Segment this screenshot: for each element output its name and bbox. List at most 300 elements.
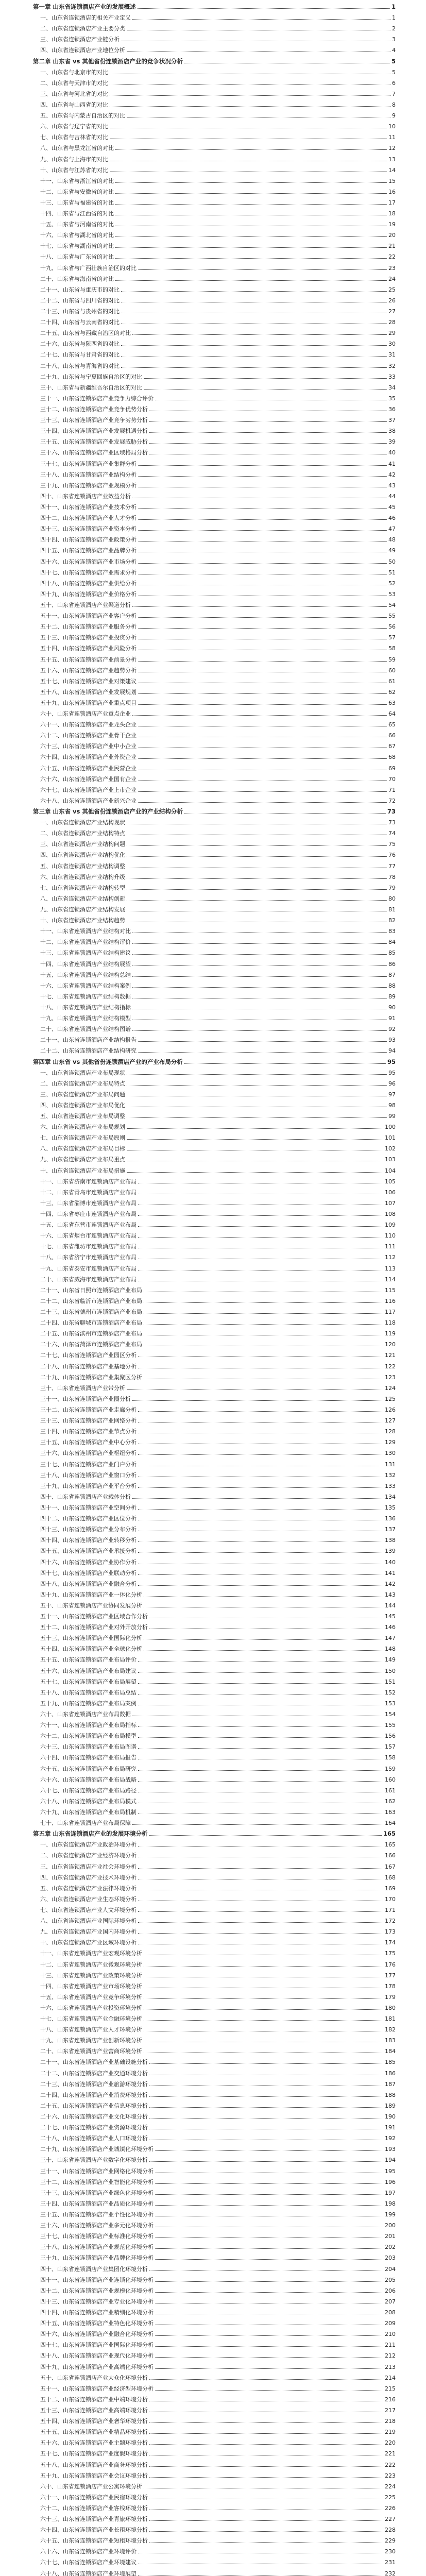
toc-page-number: 71 <box>388 787 396 793</box>
toc-page-number: 31 <box>388 351 396 358</box>
toc-entry <box>40 2515 396 2522</box>
toc-page-number: 7 <box>392 91 396 97</box>
toc-entry-title: 二十七、山东省连锁酒店产业资源环境分析 <box>40 2124 148 2131</box>
toc-entry-title: 四十、山东省连锁酒店产业载体分析 <box>40 1494 131 1500</box>
toc-page-number: 215 <box>385 2385 396 2392</box>
toc-dot-leader <box>138 1226 383 1227</box>
toc-entry-title: 二十九、山东省连锁酒店产业集聚区分析 <box>40 1374 142 1381</box>
toc-page-number: 1 <box>391 3 396 10</box>
toc-entry <box>40 1004 396 1011</box>
toc-entry-title: 三、山东省连锁酒店产业链分析 <box>40 36 120 43</box>
toc-page-number: 208 <box>385 2309 396 2316</box>
toc-entry-title: 三十四、山东省连锁酒店产业品质化环境分析 <box>40 2200 154 2207</box>
toc-entry-title: 十、山东省与江苏省的对比 <box>40 167 108 174</box>
toc-dot-leader <box>155 2194 383 2195</box>
toc-page-number: 44 <box>388 493 396 500</box>
toc-page-number: 29 <box>388 330 396 336</box>
toc-entry <box>40 993 396 1000</box>
toc-entry-title: 五十九、山东省连锁酒店产业会议环境分析 <box>40 2472 148 2479</box>
toc-dot-leader <box>155 2150 383 2151</box>
toc-page-number: 32 <box>388 363 396 369</box>
toc-page-number: 85 <box>388 950 396 956</box>
toc-entry-title: 四十二、山东省连锁酒店产业人才分析 <box>40 515 137 521</box>
toc-page-number: 200 <box>385 2222 396 2229</box>
toc-entry-title: 十六、山东省烟台市连锁酒店产业布局 <box>40 1232 137 1239</box>
toc-entry <box>40 2211 396 2218</box>
toc-entry-title: 七、山东省与吉林省的对比 <box>40 134 108 141</box>
toc-entry-title: 七、山东省连锁酒店产业人文环境分析 <box>40 1907 137 1913</box>
toc-page-number: 70 <box>388 776 396 783</box>
toc-entry-title: 五十九、山东省连锁酒店产业重点项目 <box>40 700 137 706</box>
toc-entry <box>40 829 396 837</box>
toc-entry-title: 十一、山东省济南市连锁酒店产业布局 <box>40 1178 137 1185</box>
toc-page-number: 230 <box>385 2548 396 2555</box>
toc-page-number: 40 <box>388 449 396 456</box>
toc-entry-title: 三十、山东省连锁酒店产业带分析 <box>40 1385 125 1392</box>
toc-entry-title: 三十七、山东省连锁酒店产业标准化环境分析 <box>40 2233 154 2240</box>
toc-page-number: 134 <box>385 1494 396 1500</box>
toc-entry <box>40 1112 396 1120</box>
toc-page-number: 153 <box>385 1700 396 1707</box>
toc-entry-title: 十九、山东省连锁酒店产业创新环境分析 <box>40 2037 142 2044</box>
toc-entry <box>40 1732 396 1739</box>
toc-page-number: 217 <box>385 2407 396 2414</box>
toc-entry-title: 四十一、山东省连锁酒店产业连锁化环境分析 <box>40 2277 154 2283</box>
toc-entry <box>40 1787 396 1794</box>
toc-entry <box>40 884 396 891</box>
toc-dot-leader <box>138 661 387 662</box>
toc-entry-title: 七十、山东省连锁酒店产业布局保障 <box>40 1820 131 1826</box>
toc-entry-title: 十一、山东省连锁酒店产业宏观环境分析 <box>40 1950 142 1957</box>
toc-page-number: 139 <box>385 1548 396 1554</box>
toc-dot-leader <box>127 845 387 846</box>
toc-page-number: 135 <box>385 1504 396 1511</box>
toc-entry-title: 三十二、山东省连锁酒店产业走廊分析 <box>40 1406 137 1413</box>
toc-page-number: 96 <box>388 1080 396 1087</box>
toc-page-number: 149 <box>385 1656 396 1663</box>
toc-entry-title: 五十、山东省连锁酒店产业协同发展分析 <box>40 1602 142 1609</box>
toc-entry <box>40 1232 396 1239</box>
toc-entry <box>40 25 396 32</box>
toc-page-number: 23 <box>388 265 396 272</box>
toc-page-number: 193 <box>385 2146 396 2153</box>
toc-page-number: 3 <box>392 36 396 43</box>
toc-page-number: 202 <box>385 2244 396 2250</box>
toc-entry <box>40 79 396 87</box>
toc-entry-title: 二十二、山东省临沂市连锁酒店产业布局 <box>40 1298 142 1304</box>
toc-dot-leader <box>138 1552 383 1553</box>
toc-entry-title: 六十二、山东省连锁酒店产业骨干企业 <box>40 732 137 739</box>
toc-entry-title: 四十二、山东省连锁酒店产业规模化环境分析 <box>40 2287 154 2294</box>
toc-entry-title: 二十四、山东省与云南省的对比 <box>40 319 120 326</box>
toc-entry <box>40 156 396 163</box>
toc-page-number: 175 <box>385 1950 396 1957</box>
toc-dot-leader <box>144 2020 383 2021</box>
toc-entry <box>40 732 396 739</box>
toc-dot-leader <box>155 2205 383 2206</box>
toc-page-number: 36 <box>388 406 396 413</box>
toc-dot-leader <box>155 2346 383 2347</box>
toc-entry <box>40 873 396 880</box>
toc-page-number: 43 <box>388 482 396 489</box>
toc-dot-leader <box>144 1639 383 1640</box>
toc-page-number: 89 <box>388 993 396 1000</box>
toc-entry-title: 六十、山东省连锁酒店产业布局数据 <box>40 1711 131 1718</box>
toc-entry-title: 二十一、山东省与重庆市的对比 <box>40 286 120 293</box>
toc-entry <box>40 1863 396 1870</box>
toc-entry-title: 二十二、山东省连锁酒店产业结构研究 <box>40 1047 137 1054</box>
toc-entry <box>40 2058 396 2065</box>
toc-page-number: 168 <box>385 1874 396 1881</box>
toc-entry <box>40 2276 396 2283</box>
toc-dot-leader <box>144 1998 383 1999</box>
toc-entry <box>40 1069 396 1076</box>
toc-entry <box>40 2232 396 2240</box>
toc-entry <box>40 1765 396 1772</box>
toc-page-number: 223 <box>385 2472 396 2479</box>
toc-entry-title: 三十三、山东省连锁酒店产业绿色化环境分析 <box>40 2190 154 2196</box>
toc-entry <box>40 2265 396 2273</box>
toc-entry-title: 五十四、山东省连锁酒店产业全球化分析 <box>40 1646 142 1652</box>
toc-entry <box>40 2102 396 2109</box>
toc-entry-title: 四、山东省连锁酒店产业地位分析 <box>40 47 125 54</box>
toc-page-number: 67 <box>388 743 396 750</box>
toc-entry <box>40 36 396 43</box>
toc-dot-leader <box>138 1509 383 1510</box>
toc-entry-title: 六十二、山东省连锁酒店产业布局模型 <box>40 1733 137 1739</box>
toc-entry <box>40 1243 396 1250</box>
toc-dot-leader <box>138 1726 383 1727</box>
toc-entry <box>40 797 396 804</box>
toc-entry <box>40 949 396 956</box>
toc-entry-title: 五、山东省连锁酒店产业结构调整 <box>40 863 125 870</box>
toc-entry-title: 三十四、山东省连锁酒店产业节点分析 <box>40 1428 137 1435</box>
toc-entry <box>40 1221 396 1228</box>
toc-entry-title: 六、山东省连锁酒店产业生态环境分析 <box>40 1896 137 1903</box>
toc-entry <box>40 2222 396 2229</box>
toc-entry <box>40 133 396 141</box>
toc-page-number: 58 <box>388 645 396 652</box>
toc-dot-leader <box>127 1128 383 1129</box>
toc-page-number: 162 <box>385 1798 396 1805</box>
toc-dot-leader <box>132 1030 387 1031</box>
toc-page-number: 101 <box>385 1134 396 1141</box>
toc-entry-title: 二十九、山东省连锁酒店产业城镇化环境分析 <box>40 2146 154 2153</box>
toc-entry <box>40 1047 396 1054</box>
toc-entry-title: 六十九、山东省连锁酒店产业布局机制 <box>40 1809 137 1816</box>
toc-entry-title: 三十五、山东省连锁酒店产业中心分析 <box>40 1439 137 1446</box>
toc-dot-leader <box>127 900 387 901</box>
toc-chapter-entry <box>33 808 396 815</box>
toc-entry-title: 一、山东省连锁酒店产业政治环境分析 <box>40 1841 137 1848</box>
toc-entry-title: 十四、山东省枣庄市连锁酒店产业布局 <box>40 1211 137 1217</box>
toc-entry <box>40 1178 396 1185</box>
toc-entry-title: 四、山东省与山西省的对比 <box>40 101 108 108</box>
toc-entry <box>40 384 396 391</box>
toc-entry <box>40 318 396 326</box>
toc-entry-title: 十九、山东省泰安市连锁酒店产业布局 <box>40 1265 137 1272</box>
toc-page-number: 118 <box>385 1319 396 1326</box>
toc-page-number: 180 <box>385 2005 396 2011</box>
toc-entry <box>40 2461 396 2468</box>
toc-entry <box>40 2341 396 2348</box>
toc-entry-title: 十八、山东省与广东省的对比 <box>40 253 114 260</box>
toc-entry-title: 二十五、山东省与西藏自治区的对比 <box>40 330 131 336</box>
toc-entry <box>40 101 396 108</box>
toc-entry-title: 二十九、山东省与宁夏回族自治区的对比 <box>40 374 142 380</box>
toc-entry-title: 九、山东省连锁酒店产业国内环境分析 <box>40 1928 137 1935</box>
toc-entry-title: 一、山东省连锁酒店的相关产业定义 <box>40 14 131 21</box>
toc-page-number: 38 <box>388 428 396 434</box>
toc-entry-title: 四十七、山东省连锁酒店产业需求分析 <box>40 569 137 576</box>
toc-dot-leader <box>110 95 390 96</box>
toc-entry <box>40 2026 396 2033</box>
toc-entry-title: 二十、山东省连锁酒店产业结构图谱 <box>40 1026 131 1032</box>
toc-entry <box>40 2526 396 2533</box>
toc-entry <box>40 2070 396 2077</box>
toc-entry-title: 六十、山东省连锁酒店产业公寓环境分析 <box>40 2483 142 2490</box>
toc-page-number: 192 <box>385 2135 396 2142</box>
toc-page-number: 54 <box>388 602 396 608</box>
toc-entry <box>40 2396 396 2403</box>
toc-page-number: 108 <box>385 1211 396 1217</box>
toc-entry <box>40 438 396 445</box>
toc-page-number: 52 <box>388 580 396 587</box>
toc-entry <box>40 1036 396 1043</box>
toc-entry-title: 五十、山东省连锁酒店产业渠道分析 <box>40 602 131 608</box>
toc-entry <box>40 221 396 228</box>
toc-entry <box>40 210 396 217</box>
toc-dot-leader <box>110 106 390 107</box>
toc-page-number: 205 <box>385 2277 396 2283</box>
toc-entry-title: 十二、山东省青岛市连锁酒店产业布局 <box>40 1189 137 1196</box>
toc-page-number: 115 <box>385 1287 396 1294</box>
toc-page-number: 207 <box>385 2298 396 2305</box>
toc-entry <box>40 558 396 565</box>
toc-entry <box>40 1449 396 1456</box>
toc-page-number: 211 <box>385 2342 396 2348</box>
toc-entry <box>40 1461 396 1468</box>
toc-entry-title: 五十六、山东省连锁酒店产业趋势分析 <box>40 667 137 674</box>
toc-page-number: 68 <box>388 754 396 760</box>
toc-page-number: 155 <box>385 1722 396 1728</box>
toc-entry-title: 四十二、山东省连锁酒店产业区位分析 <box>40 1515 137 1522</box>
toc-page-number: 93 <box>388 1037 396 1043</box>
toc-page-number: 232 <box>385 2570 396 2576</box>
toc-entry <box>40 1906 396 1913</box>
toc-page-number: 21 <box>388 243 396 249</box>
toc-page-number: 129 <box>385 1439 396 1446</box>
toc-dot-leader <box>138 693 387 694</box>
toc-entry-title: 十、山东省连锁酒店产业结构趋势 <box>40 917 125 924</box>
toc-dot-leader <box>115 149 387 150</box>
toc-entry-title: 四十九、山东省连锁酒店产业一体化分析 <box>40 1591 142 1598</box>
toc-page-number: 45 <box>388 504 396 511</box>
toc-page-number: 210 <box>385 2331 396 2337</box>
toc-entry-title: 四十七、山东省连锁酒店产业联动分析 <box>40 1570 137 1577</box>
toc-page-number: 106 <box>385 1189 396 1196</box>
toc-entry-title: 十二、山东省与安徽省的对比 <box>40 189 114 195</box>
toc-dot-leader <box>149 2063 383 2064</box>
toc-dot-leader <box>149 2477 383 2478</box>
toc-entry <box>40 1308 396 1315</box>
toc-entry-title: 三十八、山东省连锁酒店产业结构分析 <box>40 471 137 478</box>
toc-entry-title: 十、山东省连锁酒店产业区域环境分析 <box>40 1939 137 1946</box>
toc-entry <box>40 2298 396 2305</box>
toc-entry <box>40 286 396 293</box>
toc-entry <box>40 699 396 706</box>
toc-page-number: 231 <box>385 2559 396 2566</box>
toc-dot-leader <box>144 1302 383 1303</box>
toc-dot-leader <box>115 258 387 259</box>
toc-page-number: 99 <box>388 1113 396 1120</box>
toc-entry-title: 十二、山东省连锁酒店产业微观环境分析 <box>40 1961 142 1968</box>
toc-entry <box>40 612 396 619</box>
toc-page-number: 102 <box>385 1145 396 1152</box>
toc-page-number: 97 <box>388 1091 396 1098</box>
toc-page-number: 199 <box>385 2211 396 2218</box>
toc-page-number: 81 <box>388 906 396 913</box>
toc-page-number: 63 <box>388 700 396 706</box>
toc-entry <box>40 482 396 489</box>
toc-dot-leader <box>132 334 387 335</box>
toc-entry-title: 三十、山东省与新疆维吾尔自治区的对比 <box>40 384 142 391</box>
toc-entry <box>40 2374 396 2381</box>
toc-dot-leader <box>184 1063 386 1064</box>
toc-dot-leader <box>155 2248 383 2249</box>
toc-page-number: 229 <box>385 2537 396 2544</box>
toc-entry-title: 十三、山东省连锁酒店产业结构建议 <box>40 950 131 956</box>
toc-entry <box>40 895 396 902</box>
toc-page-number: 142 <box>385 1581 396 1587</box>
toc-entry-title: 二、山东省与天津市的对比 <box>40 80 108 87</box>
toc-entry-title: 六十三、山东省连锁酒店产业青旅环境分析 <box>40 2516 148 2522</box>
toc-dot-leader <box>132 19 390 20</box>
toc-entry <box>40 2570 396 2576</box>
toc-page-number: 90 <box>388 1004 396 1011</box>
toc-page-number: 127 <box>385 1417 396 1424</box>
toc-page-number: 167 <box>385 1863 396 1870</box>
toc-page-number: 160 <box>385 1776 396 1783</box>
toc-entry-title: 六、山东省连锁酒店产业结构升级 <box>40 874 125 880</box>
toc-entry-title: 六十八、山东省连锁酒店产业新兴企业 <box>40 798 137 804</box>
toc-entry-title: 四十七、山东省连锁酒店产业国际化环境分析 <box>40 2342 154 2348</box>
toc-entry <box>40 1091 396 1098</box>
toc-page-number: 51 <box>388 569 396 576</box>
toc-dot-leader <box>144 1650 383 1651</box>
toc-entry <box>40 460 396 467</box>
toc-dot-leader <box>138 476 387 477</box>
toc-entry <box>40 1754 396 1761</box>
toc-dot-leader <box>115 182 387 183</box>
toc-page-number: 198 <box>385 2200 396 2207</box>
toc-entry <box>40 1917 396 1924</box>
toc-entry-title: 五、山东省连锁酒店产业法律环境分析 <box>40 1885 137 1892</box>
toc-entry <box>40 275 396 282</box>
toc-entry <box>40 90 396 97</box>
toc-entry <box>40 1982 396 1990</box>
toc-entry-title: 二十一、山东省日照市连锁酒店产业布局 <box>40 1287 142 1294</box>
toc-entry-title: 四十五、山东省连锁酒店产业特色化环境分析 <box>40 2320 154 2327</box>
toc-entry-title: 二十一、山东省连锁酒店产业结构报告 <box>40 1037 137 1043</box>
toc-entry <box>40 1014 396 1022</box>
toc-page-number: 13 <box>388 156 396 163</box>
toc-entry-title: 八、山东省连锁酒店产业结构创新 <box>40 895 125 902</box>
toc-entry <box>40 2124 396 2131</box>
toc-entry-title: 三、山东省连锁酒店产业结构问题 <box>40 841 125 848</box>
toc-entry-title: 二十、山东省与海南省的对比 <box>40 276 114 282</box>
toc-entry-title: 四十三、山东省连锁酒店产业分布分析 <box>40 1526 137 1533</box>
toc-entry <box>40 2439 396 2446</box>
toc-page-number: 163 <box>385 1809 396 1816</box>
toc-entry-title: 三十六、山东省连锁酒店产业区域格局分析 <box>40 449 148 456</box>
toc-entry <box>40 938 396 945</box>
toc-entry-title: 八、山东省与黑龙江省的对比 <box>40 145 114 151</box>
toc-page-number: 146 <box>385 1624 396 1631</box>
toc-dot-leader <box>115 204 387 205</box>
toc-page-number: 87 <box>388 972 396 978</box>
toc-entry <box>40 753 396 760</box>
toc-entry-title: 第三章 山东省 vs 其他省份连锁酒店产业的产业结构分析 <box>33 808 183 815</box>
toc-dot-leader <box>138 1922 383 1923</box>
toc-entry <box>40 1156 396 1163</box>
toc-entry-title: 三十一、山东省连锁酒店产业网络化环境分析 <box>40 2168 154 2175</box>
toc-dot-leader <box>132 976 387 977</box>
toc-entry <box>40 2037 396 2044</box>
toc-entry <box>40 656 396 663</box>
toc-entry-title: 三十二、山东省连锁酒店产业竞争优势分析 <box>40 406 148 413</box>
toc-dot-leader <box>115 247 387 248</box>
toc-entry <box>40 2385 396 2392</box>
toc-page-number: 189 <box>385 2103 396 2109</box>
toc-entry-title: 十七、山东省与湖南省的对比 <box>40 243 114 249</box>
toc-entry <box>40 1939 396 1946</box>
toc-entry <box>40 569 396 576</box>
toc-entry-title: 四十八、山东省连锁酒店产业融合分析 <box>40 1581 137 1587</box>
toc-page-number: 152 <box>385 1689 396 1696</box>
toc-page-number: 53 <box>388 591 396 598</box>
toc-entry-title: 六十三、山东省连锁酒店产业中小企业 <box>40 743 137 750</box>
toc-page-number: 157 <box>385 1743 396 1750</box>
toc-dot-leader <box>132 1824 383 1825</box>
toc-entry-title: 六十、山东省连锁酒店产业重点企业 <box>40 710 131 717</box>
toc-entry-title: 十三、山东省淄博市连锁酒店产业布局 <box>40 1200 137 1207</box>
toc-page-number: 122 <box>385 1363 396 1370</box>
toc-dot-leader <box>149 2118 383 2119</box>
toc-entry-title: 十五、山东省连锁酒店产业结构总结 <box>40 972 131 978</box>
toc-page-number: 148 <box>385 1646 396 1652</box>
toc-entry-title: 五十三、山东省连锁酒店产业高端环境分析 <box>40 2407 148 2414</box>
toc-entry <box>40 840 396 848</box>
toc-page-number: 27 <box>388 308 396 315</box>
toc-page-number: 186 <box>385 2070 396 2077</box>
toc-entry <box>40 2254 396 2261</box>
toc-page-number: 141 <box>385 1570 396 1577</box>
toc-page-number: 14 <box>388 167 396 174</box>
toc-page-number: 98 <box>388 1102 396 1109</box>
toc-entry <box>40 2091 396 2098</box>
toc-entry-title: 十八、山东省连锁酒店产业结构指标 <box>40 1004 131 1011</box>
toc-dot-leader <box>121 356 387 357</box>
toc-entry <box>40 1210 396 1217</box>
toc-page-number: 39 <box>388 438 396 445</box>
toc-entry <box>40 1265 396 1272</box>
toc-entry-title: 六十五、山东省连锁酒店产业短租环境分析 <box>40 2537 148 2544</box>
toc-dot-leader <box>138 628 387 629</box>
toc-entry-title: 十一、山东省与浙江省的对比 <box>40 178 114 184</box>
toc-page-number: 18 <box>388 210 396 217</box>
toc-page-number: 201 <box>385 2233 396 2240</box>
